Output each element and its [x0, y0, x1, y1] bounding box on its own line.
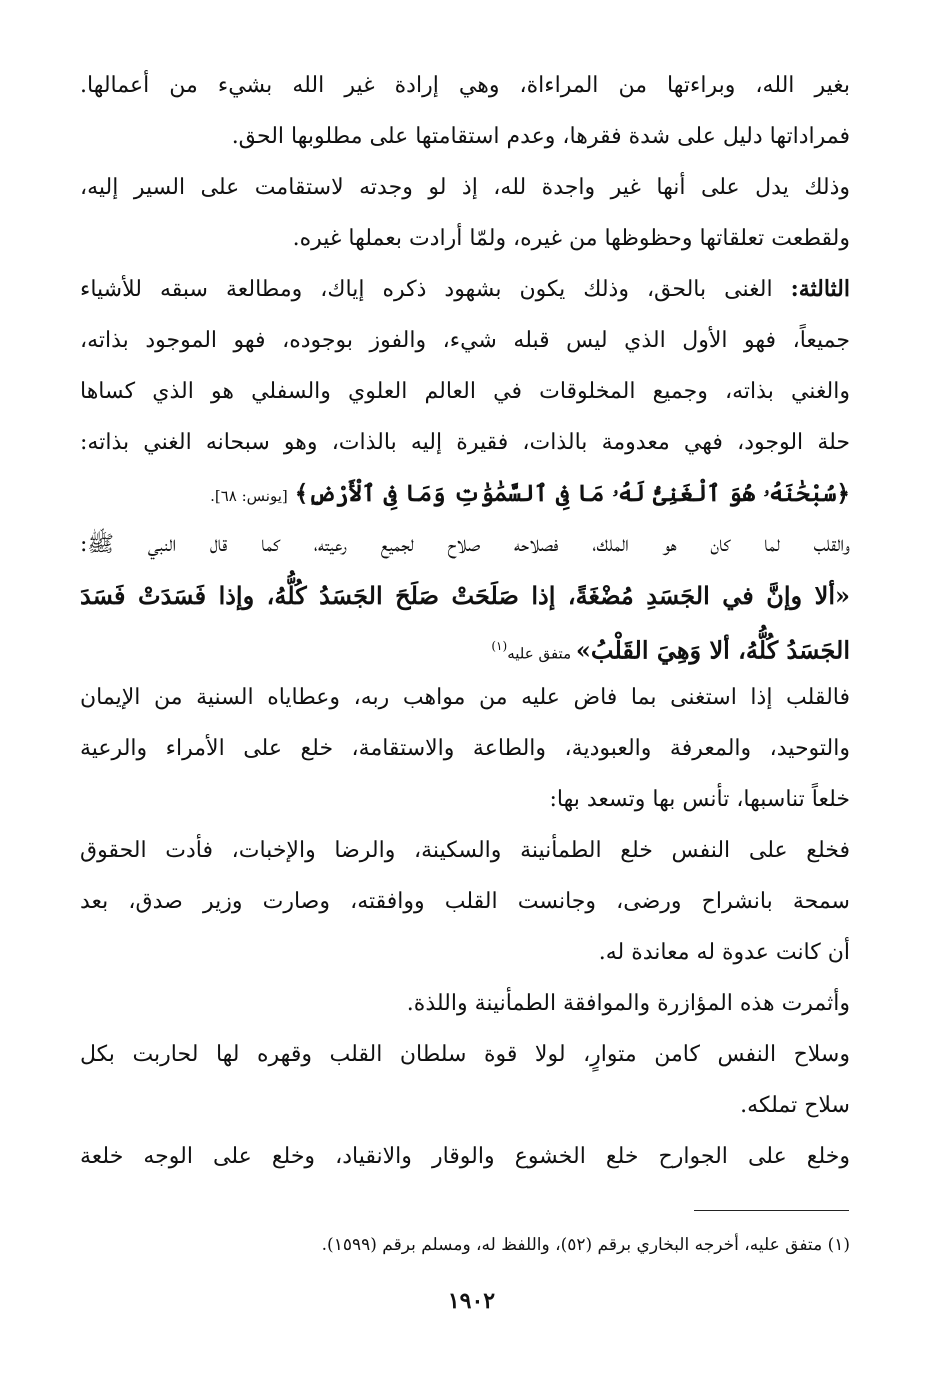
text-line: خلعاً تناسبها، تأنس بها وتسعد بها:: [549, 787, 850, 812]
text-run: الغنى بالحق، وذلك يكون بشهود ذكره إياك، ومطالعة سبقه للأشياء: [80, 277, 791, 302]
verse-reference: [يونس: ٦٨].: [210, 487, 288, 505]
text-line: سلاح تملكه.: [740, 1093, 850, 1118]
text-line: فخلع على النفس خلع الطمأنينة والسكينة، والرضا والإخبات، فأدت الحقوق: [80, 838, 850, 863]
text-line: وسلاح النفس كامن متوارٍ، لولا قوة سلطان القلب وقهره لها لحاربت بكل: [80, 1042, 850, 1067]
hadith-grade: متفق عليه: [507, 644, 576, 663]
text-line: وأثمرت هذه المؤازرة والموافقة الطمأنينة واللذة.: [406, 991, 850, 1016]
footnote-marker[interactable]: (١): [491, 639, 508, 653]
text-line: سمحة بانشراح ورضى، وجانست القلب ووافقته، وصارت وزير صدق، بعد: [80, 889, 850, 914]
text-line: ولقطعت تعلقاتها وحظوظها من غيره، ولمّا أرادت بعملها غيره.: [292, 226, 850, 251]
quran-verse-line: [80, 468, 850, 519]
hadith-line: «ألا وإنَّ في الجَسَدِ مُضْغَةً، إذا صَلَحَتْ صَلَحَ الجَسَدُ كُلُّهُ، وإذا فَسَدَتْ فَسَدَ: [80, 581, 850, 610]
footnote: (١) متفق عليه، أخرجه البخاري برقم (٥٢)، واللفظ له، ومسلم برقم (١٥٩٩).: [321, 1235, 850, 1255]
section-heading: الثالثة:: [790, 276, 850, 302]
text-line: جميعاً، فهو الأول الذي ليس قبله شيء، والفوز بوجوده، فهو الموجود بذاته،: [80, 328, 850, 353]
text-line: فالقلب إذا استغنى بما فاض عليه من مواهب ربه، وعطاياه السنية من الإيمان: [80, 685, 850, 710]
text-line: وخلع على الجوارح خلع الخشوع والوقار والانقياد، وخلع على الوجه خلعة: [80, 1144, 850, 1169]
text-line: والتوحيد، والمعرفة والعبودية، والطاعة والاستقامة، خلع على الأمراء والرعية: [80, 736, 850, 761]
text-line: بغير الله، وبراءتها من المراءاة، وهي إرادة غير الله بشيء من أعمالها.: [80, 73, 850, 98]
text-line: وذلك يدل على أنها غير واجدة لله، إذ لو وجدته لاستقامت على السير إليه،: [80, 175, 850, 200]
text-line: فمراداتها دليل على شدة فقرها، وعدم استقامتها على مطلوبها الحق.: [231, 124, 850, 149]
main-text: [80, 60, 850, 1182]
text-line: أن كانت عدوة له معاندة له.: [598, 940, 850, 965]
text-line: والقلب لما كان هو الملك، فصلاحه صلاح لجميع رعيته، كما قال النبي ﷺ:: [80, 532, 850, 557]
text-line: [80, 264, 850, 315]
text-line: حلة الوجود، فهي معدومة بالذات، فقيرة إليه بالذات، وهو سبحانه الغني بذاته:: [80, 430, 850, 455]
footnote-divider: [694, 1210, 849, 1211]
page-number: ١٩٠٢: [447, 1288, 496, 1314]
text-line: والغني بذاته، وجميع المخلوقات في العالم العلوي والسفلي هو الذي كساها: [80, 379, 850, 404]
quran-verse: ﴿سُبْحَٰنَهُۥ هُوَ ٱلْغَنِىُّ لَهُۥ مَا فِى ٱلسَّمَٰوَٰتِ وَمَا فِى ٱلْأَرْضِ﴾: [294, 480, 850, 507]
hadith-text: الجَسَدُ كُلُّهُ، ألا وَهِيَ القَلْبُ»: [575, 635, 850, 665]
hadith-line: [80, 621, 850, 672]
